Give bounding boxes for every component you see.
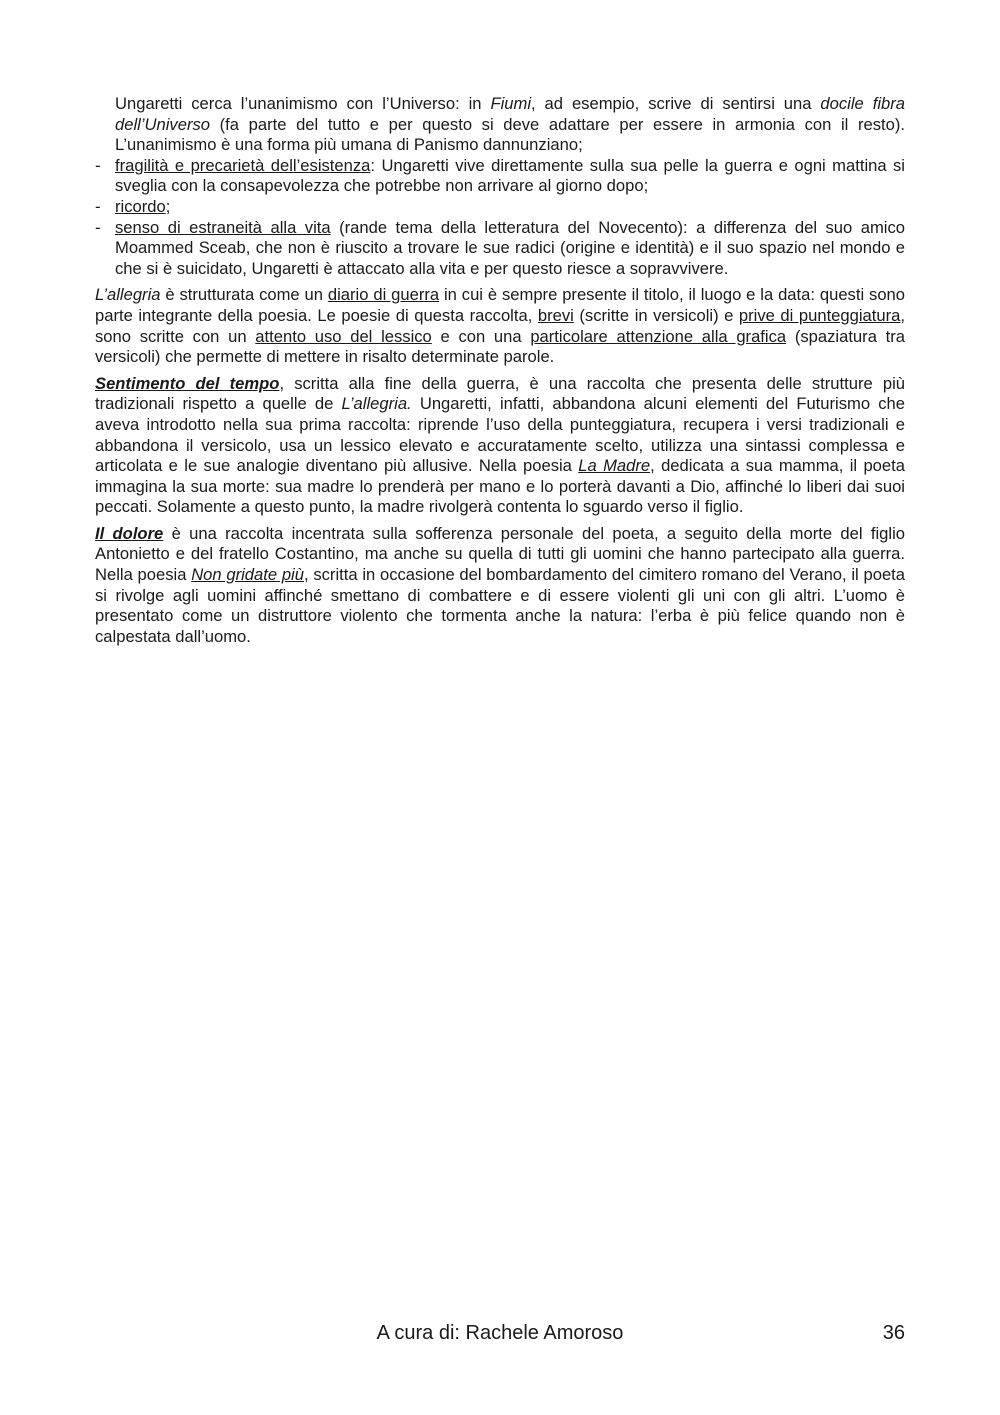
sentimento-title: Sentimento del tempo (95, 373, 280, 393)
list-item (95, 197, 905, 218)
intro-text-1: Ungaretti cerca l’unanimismo con l’Universo: in (115, 94, 491, 113)
paragraph-text: Ungaretti, infatti, abbandona alcuni elementi del Futurismo che aveva introdotto nella sua prima raccolta: riprende l’uso della punteggiatura, recupera i versi tradizionali e abbandona il versicolo, usa un lessico elevato e accuratamente scelto, utilizza una sintassi complessa e articolata e le sue analogie diventano più allusive. Nella poesia (95, 394, 905, 476)
intro-paragraph (95, 94, 905, 156)
bullet-dash: - (95, 155, 101, 175)
allegria-title: L’allegria (95, 285, 161, 305)
paragraph-text: , sono scritte con un (95, 305, 905, 346)
paragraph-text: , dedicata a sua mamma, il poeta immagina la sua morte: sua madre lo prenderà per mano e lo porterà davanti a Dio, affinché lo liberi dai suoi peccati. Solamente a questo punto, la madre rivolgerà contenta lo sguardo verso il figlio. (95, 456, 905, 517)
document-body (95, 94, 905, 647)
intro-docile-quote: docile fibra dell’Universo (115, 94, 905, 134)
underlined-term: diario di guerra (327, 285, 440, 305)
bullet-dash: - (95, 217, 101, 237)
underlined-term: particolare attenzione alla grafica (530, 326, 787, 346)
page-footer (0, 1319, 1000, 1347)
allegria-reference: L’allegria. (341, 394, 412, 414)
underlined-term: attento uso del lessico (255, 326, 432, 346)
bullet-text: : Ungaretti vive direttamente sulla sua pelle la guerra e ogni mattina si sveglia con la consapevolezza che potrebbe non arrivare al giorno dopo; (115, 155, 905, 196)
themes-list (95, 156, 905, 280)
paragraph-text: in cui è sempre presente il titolo, il luogo e la data: questi sono parte integrante della poesia. Le poesie di questa raccolta, (95, 285, 905, 325)
poem-title-non-gridate-piu: Non gridate più (191, 565, 304, 585)
underlined-term: prive di punteggiatura (738, 305, 901, 325)
page-number: 36 (882, 1322, 905, 1344)
dolore-paragraph (95, 524, 905, 648)
bullet-heading: ricordo (115, 196, 166, 216)
paragraph-text: e con una (431, 326, 531, 346)
bullet-text: (rande tema della letteratura del Novecento): a differenza del suo amico Moammed Sceab, che non è riuscito a trovare le sue radici (origine e identità) e il suo spazio nel mondo e che si è suicidato, Ungaretti è attaccato alla vita e per questo riesce a sopravvivere. (115, 217, 905, 278)
author-credit: A cura di: Rachele Amoroso (376, 1322, 624, 1344)
bullet-text: ; (165, 196, 171, 216)
bullet-dash: - (95, 196, 101, 216)
sentimento-paragraph (95, 374, 905, 518)
list-item (95, 156, 905, 197)
list-item (95, 218, 905, 280)
dolore-title: Il dolore (95, 523, 164, 543)
paragraph-text: è una raccolta incentrata sulla sofferenza personale del poeta, a seguito della morte del figlio Antonietto e del fratello Costantino, ma anche su quella di tutti gli uomini che hanno partecipato alla guerra. Nella poesia (95, 523, 906, 585)
paragraph-text: è strutturata come un (160, 285, 328, 305)
allegria-paragraph (95, 285, 905, 367)
intro-text-2: , ad esempio, scrive di sentirsi una (531, 94, 821, 113)
paragraph-text: , scritta in occasione del bombardamento del cimitero romano del Verano, il poeta si rivolge agli uomini affinché smettano di combattere e di essere violenti gli uni con gli altri. L’uomo è presentato come un distruttore violento che tormenta anche la natura: l’erba è più felice quando non è calpestata dall’uomo. (95, 565, 906, 646)
bullet-heading: senso di estraneità alla vita (115, 217, 331, 237)
underlined-term: brevi (537, 305, 574, 325)
paragraph-text: (scritte in versicoli) e (573, 305, 739, 325)
paragraph-text: (spaziatura tra versicoli) che permette di mettere in risalto determinate parole. (95, 326, 905, 367)
bullet-heading: fragilità e precarietà dell’esistenza (115, 155, 371, 175)
intro-fiumi-ref: Fiumi (490, 94, 532, 113)
paragraph-text: , scritta alla fine della guerra, è una raccolta che presenta delle strutture più tradizionali rispetto a quelle de (95, 373, 906, 414)
intro-text-3: (fa parte del tutto e per questo si deve adattare per essere in armonia con il resto). L’unanimismo è una forma più umana di Panismo dannunziano; (115, 114, 905, 155)
poem-title-la-madre: La Madre (578, 456, 651, 476)
